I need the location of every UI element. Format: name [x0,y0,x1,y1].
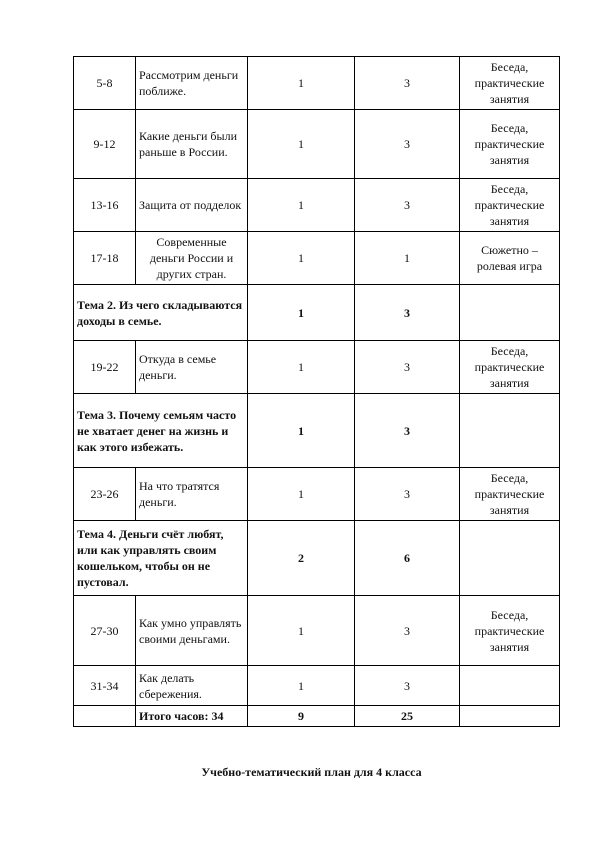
lesson-name: Как делать сбережения. [136,666,248,706]
curriculum-table-body [74,57,560,727]
theory-hours: 1 [248,394,355,468]
topic-title: Тема 2. Из чего складываются доходы в семье. [74,285,248,341]
lesson-form: Беседа, практические занятия [460,57,560,110]
theory-hours: 1 [248,110,355,179]
practice-hours: 3 [355,394,460,468]
lesson-form: Беседа, практические занятия [460,468,560,521]
theory-hours: 1 [248,468,355,521]
empty-cell [74,706,136,727]
practice-hours: 3 [355,468,460,521]
lesson-number: 27-30 [74,596,136,666]
practice-hours: 3 [355,57,460,110]
topic-row [74,521,560,596]
theory-hours: 1 [248,285,355,341]
lesson-name: Рассмотрим деньги поближе. [136,57,248,110]
lesson-form: Беседа, практические занятия [460,179,560,232]
lesson-name: На что тратятся деньги. [136,468,248,521]
empty-cell [460,706,560,727]
lesson-form: Сюжетно – ролевая игра [460,232,560,285]
lesson-number: 31-34 [74,666,136,706]
empty-cell [460,521,560,596]
practice-hours: 3 [355,666,460,706]
lesson-name: Защита от подделок [136,179,248,232]
lesson-form: Беседа, практические занятия [460,341,560,394]
lesson-number: 19-22 [74,341,136,394]
lesson-form [460,666,560,706]
theory-hours: 1 [248,341,355,394]
theory-hours: 1 [248,179,355,232]
lesson-name: Откуда в семье деньги. [136,341,248,394]
table-row [74,666,560,706]
theory-hours: 1 [248,596,355,666]
table-row [74,57,560,110]
lesson-number: 5-8 [74,57,136,110]
empty-cell [460,394,560,468]
topic-title: Тема 4. Деньги счёт любят, или как управлять своим кошельком, чтобы он не пустовал. [74,521,248,596]
practice-hours: 3 [355,110,460,179]
theory-hours: 1 [248,232,355,285]
lesson-number: 9-12 [74,110,136,179]
total-row [74,706,560,727]
theory-hours: 1 [248,666,355,706]
practice-hours: 3 [355,285,460,341]
topic-title: Тема 3. Почему семьям часто не хватает денег на жизнь и как этого избежать. [74,394,248,468]
practice-hours: 6 [355,521,460,596]
table-row [74,232,560,285]
topic-row [74,285,560,341]
topic-row [74,394,560,468]
lesson-form: Беседа, практические занятия [460,596,560,666]
practice-hours: 3 [355,341,460,394]
lesson-name: Современные деньги России и других стран. [136,232,248,285]
lesson-number: 23-26 [74,468,136,521]
practice-hours: 3 [355,179,460,232]
table-row [74,596,560,666]
total-label: Итого часов: 34 [136,706,248,727]
empty-cell [460,285,560,341]
lesson-form: Беседа, практические занятия [460,110,560,179]
theory-hours: 1 [248,57,355,110]
theory-hours: 2 [248,521,355,596]
curriculum-table [73,56,560,727]
table-row [74,468,560,521]
practice-hours: 1 [355,232,460,285]
lesson-number: 17-18 [74,232,136,285]
lesson-name: Какие деньги были раньше в России. [136,110,248,179]
table-row [74,341,560,394]
table-row [74,110,560,179]
plan-title: Учебно-тематический план для 4 класса [201,765,422,779]
practice-hours: 3 [355,596,460,666]
table-row [74,179,560,232]
total-theory-hours: 9 [248,706,355,727]
total-practice-hours: 25 [355,706,460,727]
lesson-number: 13-16 [74,179,136,232]
lesson-name: Как умно управлять своими деньгами. [136,596,248,666]
